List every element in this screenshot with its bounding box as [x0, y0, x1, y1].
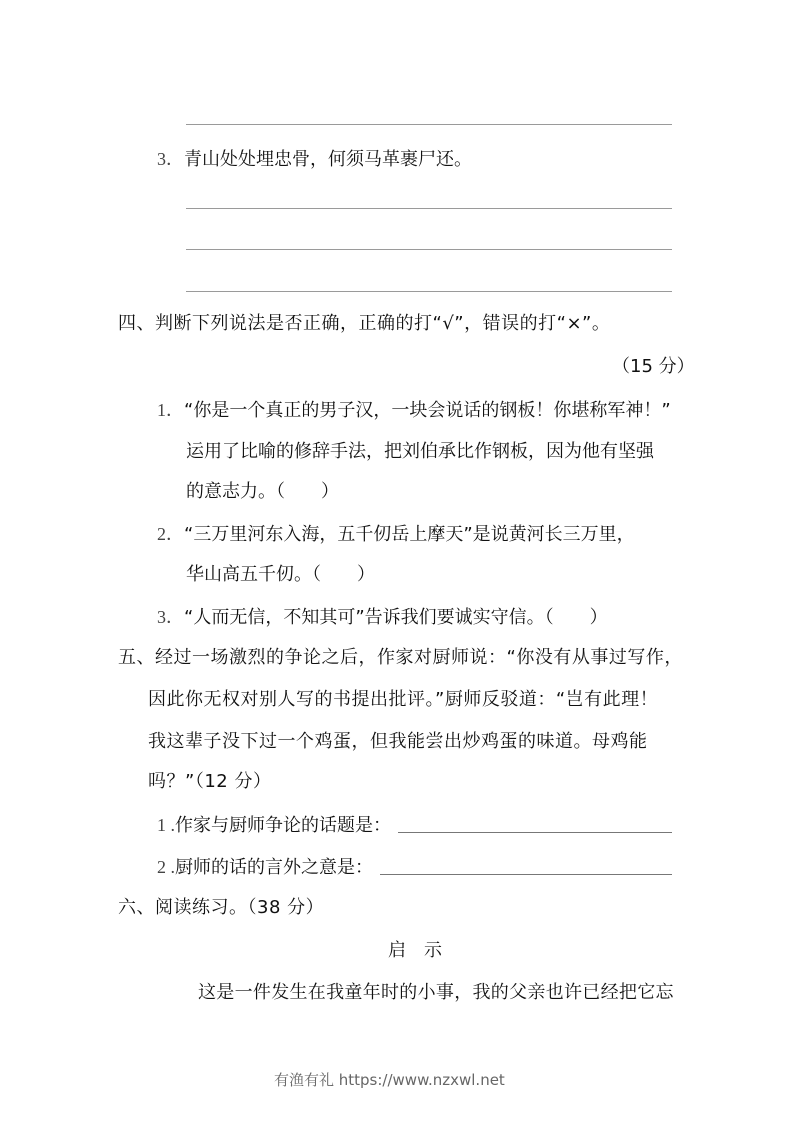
section-5-line-2: 因此你无权对别人写的书提出批评。”厨师反驳道：“岂有此理！ — [148, 689, 659, 710]
judge-item-1-line-2: 运用了比喻的修辞手法，把刘伯承比作钢板，因为他有坚强 — [186, 441, 654, 462]
section-5-line-4: 吗？”（12 分） — [148, 771, 272, 792]
answer-line-5-1[interactable] — [398, 832, 672, 833]
judge-item-3[interactable] — [157, 605, 608, 630]
item-number: 2 . — [157, 857, 175, 877]
item-number: 1 . — [157, 815, 175, 835]
passage-first-line: 这是一件发生在我童年时的小事，我的父亲也许已经把它忘 — [198, 982, 674, 1003]
footer-watermark: 有渔有礼 https://www.nzxwl.net — [274, 1071, 505, 1089]
question-3-item-3 — [157, 147, 472, 172]
judge-item-2-line-2[interactable]: 华山高五千仞。（ ） — [186, 564, 375, 585]
answer-line[interactable] — [186, 208, 672, 209]
item-text: 作家与厨师争论的话题是： — [175, 815, 391, 836]
section-5-line-1: 五、经过一场激烈的争论之后，作家对厨师说：“你没有从事过写作， — [118, 647, 683, 668]
answer-line[interactable] — [186, 124, 672, 125]
answer-line-5-2[interactable] — [380, 874, 672, 875]
item-text: “你是一个真正的男子汉，一块会说话的钢板！你堪称军神！” — [184, 400, 671, 421]
item-text: “三万里河东入海，五千仞岳上摩天”是说黄河长三万里， — [184, 524, 635, 545]
item-number: 2． — [157, 524, 184, 544]
judge-item-1-line-3[interactable]: 的意志力。（ ） — [186, 481, 339, 502]
section-4-score: （15 分） — [612, 356, 695, 377]
section-5-question-2 — [157, 855, 373, 880]
answer-line[interactable] — [186, 249, 672, 250]
section-4-heading: 四、判断下列说法是否正确，正确的打“√”，错误的打“×”。 — [118, 313, 611, 334]
item-text: “人而无信，不知其可”告诉我们要诚实守信。（ ） — [184, 607, 608, 628]
item-text: 厨师的话的言外之意是： — [175, 857, 373, 878]
item-text: 青山处处埋忠骨，何须马革裹尸还。 — [184, 149, 472, 170]
section-5-line-3: 我这辈子没下过一个鸡蛋，但我能尝出炒鸡蛋的味道。母鸡能 — [148, 731, 648, 752]
section-6-heading: 六、阅读练习。（38 分） — [118, 897, 325, 918]
item-number: 3． — [157, 149, 184, 169]
item-number: 3． — [157, 607, 184, 627]
judge-item-2 — [157, 522, 635, 547]
item-number: 1． — [157, 400, 184, 420]
section-5-question-1 — [157, 813, 391, 838]
answer-line[interactable] — [186, 291, 672, 292]
judge-item-1 — [157, 398, 671, 423]
passage-title: 启 示 — [388, 940, 442, 961]
